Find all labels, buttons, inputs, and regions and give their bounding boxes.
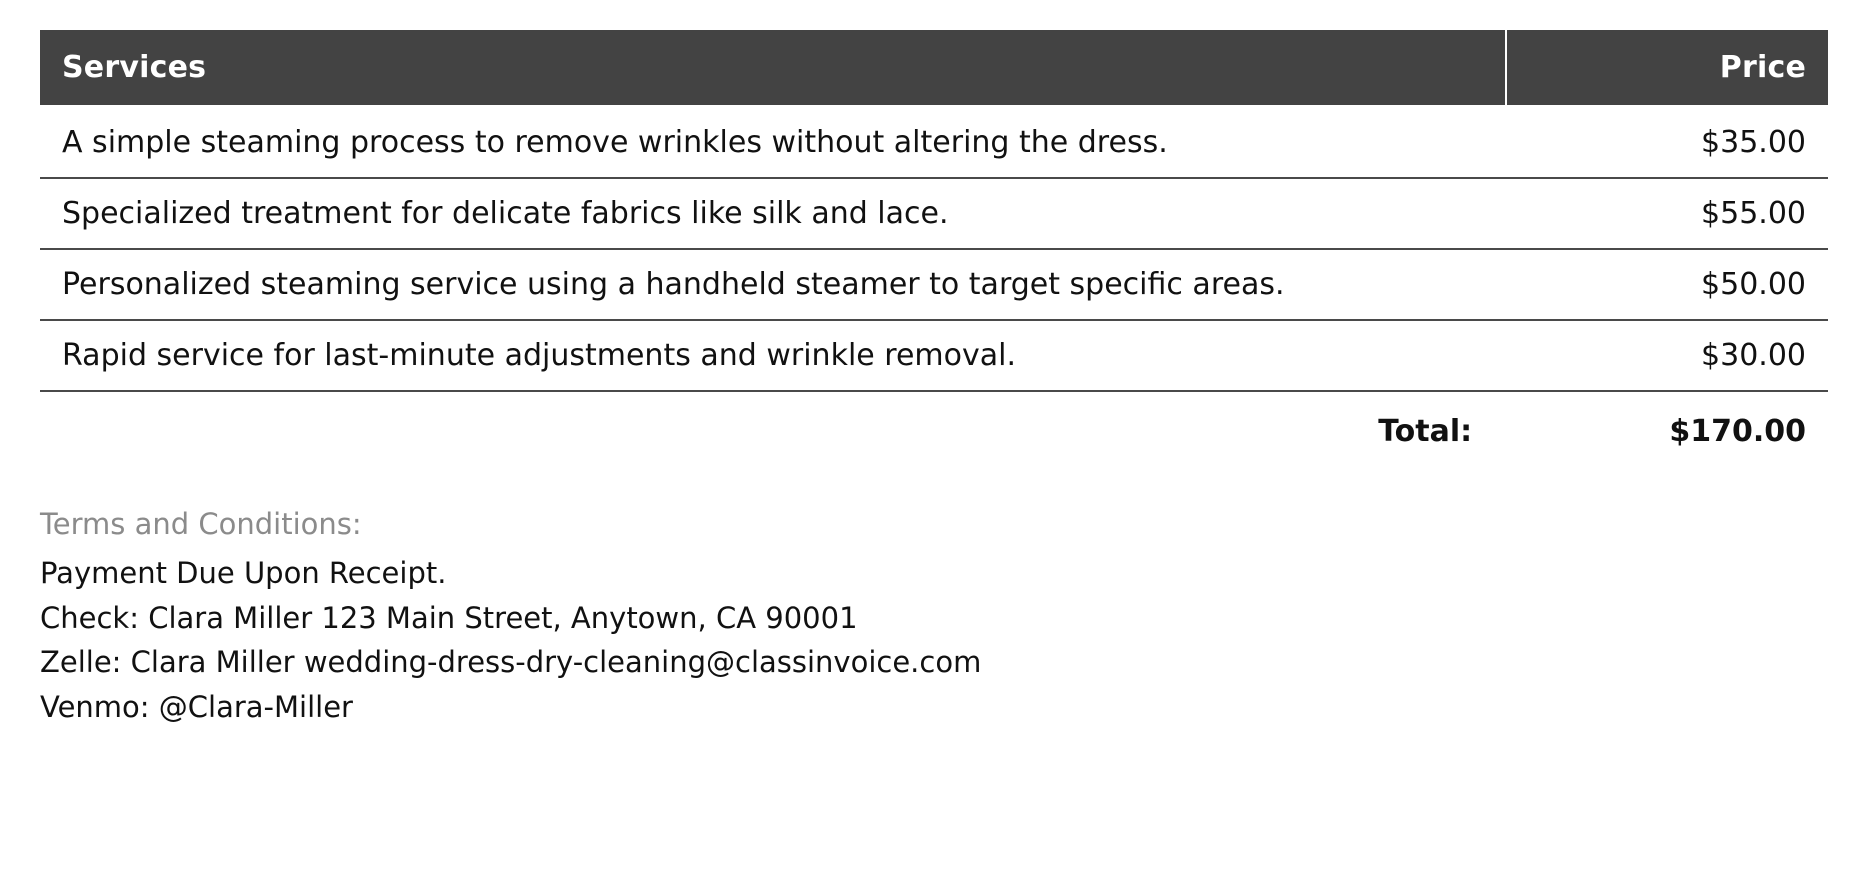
- terms-line-zelle: Zelle: Clara Miller wedding-dress-dry-cleaning@classinvoice.com: [40, 645, 982, 680]
- table-row: [40, 178, 1828, 249]
- service-description: Rapid service for last-minute adjustments and wrinkle removal.: [40, 320, 1506, 391]
- total-value: $170.00: [1669, 414, 1806, 449]
- service-price: $50.00: [1506, 249, 1828, 320]
- service-price: $55.00: [1506, 178, 1828, 249]
- service-description: Specialized treatment for delicate fabrics like silk and lace.: [40, 178, 1506, 249]
- service-price: $35.00: [1506, 105, 1828, 178]
- table-header-row: [40, 30, 1828, 105]
- column-header-price: Price: [1506, 30, 1828, 105]
- total-row: [40, 391, 1828, 459]
- terms-title: Terms and Conditions:: [40, 507, 362, 541]
- column-header-services: Services: [40, 30, 1506, 105]
- total-label: Total:: [1378, 414, 1473, 449]
- table-body: [40, 105, 1828, 391]
- table-footer: [40, 391, 1828, 459]
- terms-line-check: Check: Clara Miller 123 Main Street, Anytown, CA 90001: [40, 600, 858, 635]
- service-description: Personalized steaming service using a handheld steamer to target specific areas.: [40, 249, 1506, 320]
- table-row: [40, 249, 1828, 320]
- service-price: $30.00: [1506, 320, 1828, 391]
- service-description: A simple steaming process to remove wrinkles without altering the dress.: [40, 105, 1506, 178]
- services-price-table: [40, 30, 1828, 459]
- terms-line-venmo: Venmo: @Clara-Miller: [40, 689, 353, 724]
- terms-and-conditions-section: [40, 507, 1828, 730]
- table-row: [40, 320, 1828, 391]
- table-header: [40, 30, 1828, 105]
- terms-line-payment: Payment Due Upon Receipt.: [40, 556, 447, 590]
- table-row: [40, 105, 1828, 178]
